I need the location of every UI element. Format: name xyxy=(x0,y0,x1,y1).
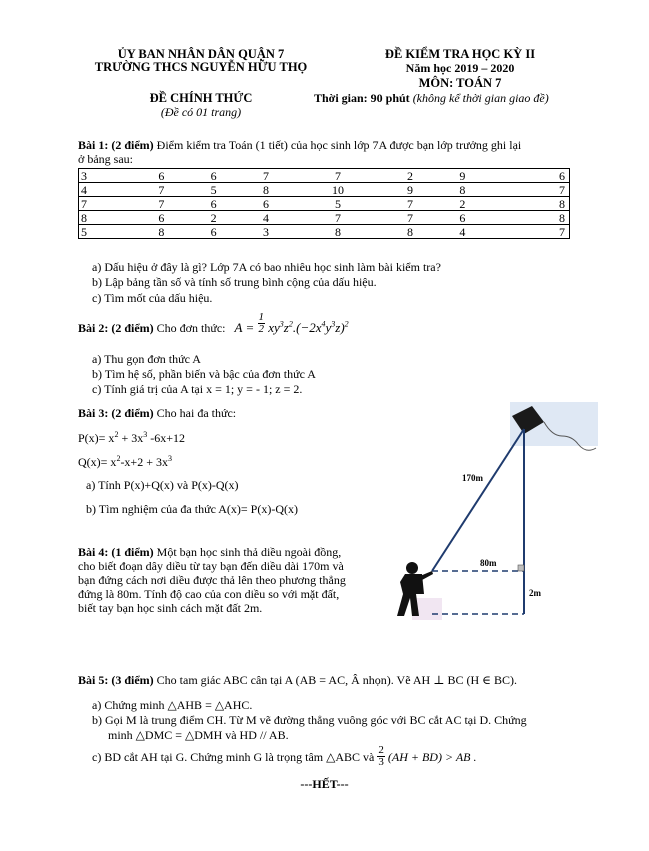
table-cell: 4 xyxy=(79,183,135,197)
duration-note: (không kể thời gian giao đề) xyxy=(412,91,549,105)
right-angle-icon xyxy=(518,565,524,571)
q2-part-b: b) Tìm hệ số, phần biến và bậc của đơn thức A xyxy=(92,367,316,381)
q2-formula: A = $\frac{1}{2}$ $xy^3z^2.(-2x^4y^3z)^2$ xyxy=(234,311,349,336)
table-cell: 3 xyxy=(239,225,291,239)
q1-label: Bài 1: (2 điểm) xyxy=(78,138,154,152)
q5-text: Cho tam giác ABC cân tại A (AB = AC, Â nhọn). Vẽ AH ⊥ BC (H ∈ BC). xyxy=(156,673,518,687)
table-cell: 7 xyxy=(383,197,435,211)
kite-figure xyxy=(372,402,602,624)
official-exam-label: ĐỀ CHÍNH THỨC xyxy=(149,91,253,105)
kite-string-line xyxy=(432,429,524,571)
table-row xyxy=(79,169,570,183)
table-cell: 8 xyxy=(79,211,135,225)
table-row xyxy=(79,211,570,225)
q2-part-a: a) Thu gọn đơn thức A xyxy=(92,352,201,366)
table-cell: 6 xyxy=(134,169,186,183)
table-cell: 7 xyxy=(488,225,570,239)
q1-part-c: c) Tìm mốt của dấu hiệu. xyxy=(92,291,213,305)
table-cell: 4 xyxy=(239,211,291,225)
q1-text-line2: ở bảng sau: xyxy=(78,152,134,166)
q5-part-b-cont: minh △DMC = △DMH và HD // AB. xyxy=(108,728,289,742)
q3-label: Bài 3: (2 điểm) xyxy=(78,406,154,420)
q5-part-b: b) Gọi M là trung điểm CH. Từ M vẽ đường thẳng vuông góc với BC cắt AC tại D. Chứng xyxy=(92,713,527,727)
q4-text: Bài 4: (1 điểm) Một bạn học sinh thả diều ngoài đồng, cho biết đoạn dây diều từ tay bạn đến diều dài 170m và bạn đứng cách nơi diều được thả lên theo phương thẳng đứng là 80m. Tính độ cao của con diều so với mặt đất, biết tay bạn học sinh cách mặt đất 2m. xyxy=(78,545,346,615)
table-cell: 8 xyxy=(291,225,383,239)
q2-intro xyxy=(78,312,598,346)
q1-part-b: b) Lập bảng tần số và tính số trung bình cộng của dấu hiệu. xyxy=(92,275,377,289)
q5-fraction: $\frac{2}{3}$ xyxy=(378,744,384,768)
duration-bold: Thời gian: 90 phút xyxy=(314,91,410,105)
q4-label: Bài 4: (1 điểm) xyxy=(78,545,154,559)
table-cell: 8 xyxy=(239,183,291,197)
table-cell: 7 xyxy=(134,197,186,211)
q2-text: Cho đơn thức: xyxy=(156,321,226,336)
hand-height-label: 2m xyxy=(529,588,541,598)
q5-part-a: a) Chứng minh △AHB = △AHC. xyxy=(92,698,253,712)
q1-intro xyxy=(78,138,578,166)
table-cell: 6 xyxy=(435,211,487,225)
end-marker: ---HẾT--- xyxy=(300,777,349,791)
table-cell: 9 xyxy=(383,183,435,197)
table-cell: 8 xyxy=(435,183,487,197)
table-cell: 7 xyxy=(134,183,186,197)
table-cell: 7 xyxy=(79,197,135,211)
q5-part-c: c) BD cắt AH tại G. Chứng minh G là trọng tâm △ABC và $\frac{2}{3}$ (AH + BD) > AB . xyxy=(92,744,477,768)
table-cell: 10 xyxy=(291,183,383,197)
table-cell: 4 xyxy=(435,225,487,239)
table-cell: 6 xyxy=(488,169,570,183)
q5-intro xyxy=(78,673,517,688)
table-cell: 5 xyxy=(291,197,383,211)
q2-fraction: $\frac{1}{2}$ xyxy=(258,311,264,335)
q1-part-a: a) Dấu hiệu ở đây là gì? Lớp 7A có bao nhiêu học sinh làm bài kiểm tra? xyxy=(92,260,441,274)
exam-title: ĐỀ KIỂM TRA HỌC KỲ II xyxy=(384,47,536,61)
table-cell: 5 xyxy=(187,183,239,197)
q2-part-c: c) Tính giá trị của A tại x = 1; y = - 1; z = 2. xyxy=(92,382,303,396)
table-cell: 5 xyxy=(79,225,135,239)
table-cell: 6 xyxy=(187,225,239,239)
table-cell: 8 xyxy=(488,211,570,225)
table-cell: 7 xyxy=(291,169,383,183)
q3-part-b: b) Tìm nghiệm của đa thức A(x)= P(x)-Q(x) xyxy=(86,502,298,516)
subject: MÔN: TOÁN 7 xyxy=(418,76,502,90)
table-cell: 2 xyxy=(187,211,239,225)
q2-label: Bài 2: (2 điểm) xyxy=(78,321,154,336)
school-name: TRƯỜNG THCS NGUYỄN HỮU THỌ xyxy=(94,60,308,74)
page-count-note: (Đề có 01 trang) xyxy=(160,105,242,119)
table-cell: 3 xyxy=(79,169,135,183)
q3-part-a: a) Tính P(x)+Q(x) và P(x)-Q(x) xyxy=(86,478,239,492)
table-cell: 7 xyxy=(383,211,435,225)
q1-text: Điểm kiểm tra Toán (1 tiết) của học sinh lớp 7A được bạn lớp trưởng ghi lại xyxy=(156,138,522,152)
q3-intro xyxy=(78,406,236,421)
table-row xyxy=(79,197,570,211)
table-cell: 7 xyxy=(239,169,291,183)
school-year: Năm học 2019 – 2020 xyxy=(405,61,515,75)
table-cell: 8 xyxy=(383,225,435,239)
q3-text: Cho hai đa thức: xyxy=(156,406,237,420)
distance-label: 80m xyxy=(480,558,497,568)
table-row xyxy=(79,183,570,197)
poly-q: $Q(x)= x^2-x+2 + 3x^3$ xyxy=(78,454,172,469)
table-cell: 6 xyxy=(187,169,239,183)
table-cell: 2 xyxy=(435,197,487,211)
table-cell: 9 xyxy=(435,169,487,183)
string-length-label: 170m xyxy=(462,473,483,483)
table-cell: 7 xyxy=(291,211,383,225)
exam-duration xyxy=(314,91,594,106)
scores-table xyxy=(78,168,570,239)
table-cell: 6 xyxy=(187,197,239,211)
table-row xyxy=(79,225,570,239)
table-cell: 2 xyxy=(383,169,435,183)
table-cell: 7 xyxy=(488,183,570,197)
table-cell: 8 xyxy=(488,197,570,211)
table-cell: 6 xyxy=(134,211,186,225)
poly-p: $P(x)= x^2 + 3x^3$ -6x+12 xyxy=(78,430,185,445)
table-cell: 8 xyxy=(134,225,186,239)
q5-label: Bài 5: (3 điểm) xyxy=(78,673,154,687)
table-cell: 6 xyxy=(239,197,291,211)
district-name: ỦY BAN NHÂN DÂN QUẬN 7 xyxy=(117,47,285,61)
